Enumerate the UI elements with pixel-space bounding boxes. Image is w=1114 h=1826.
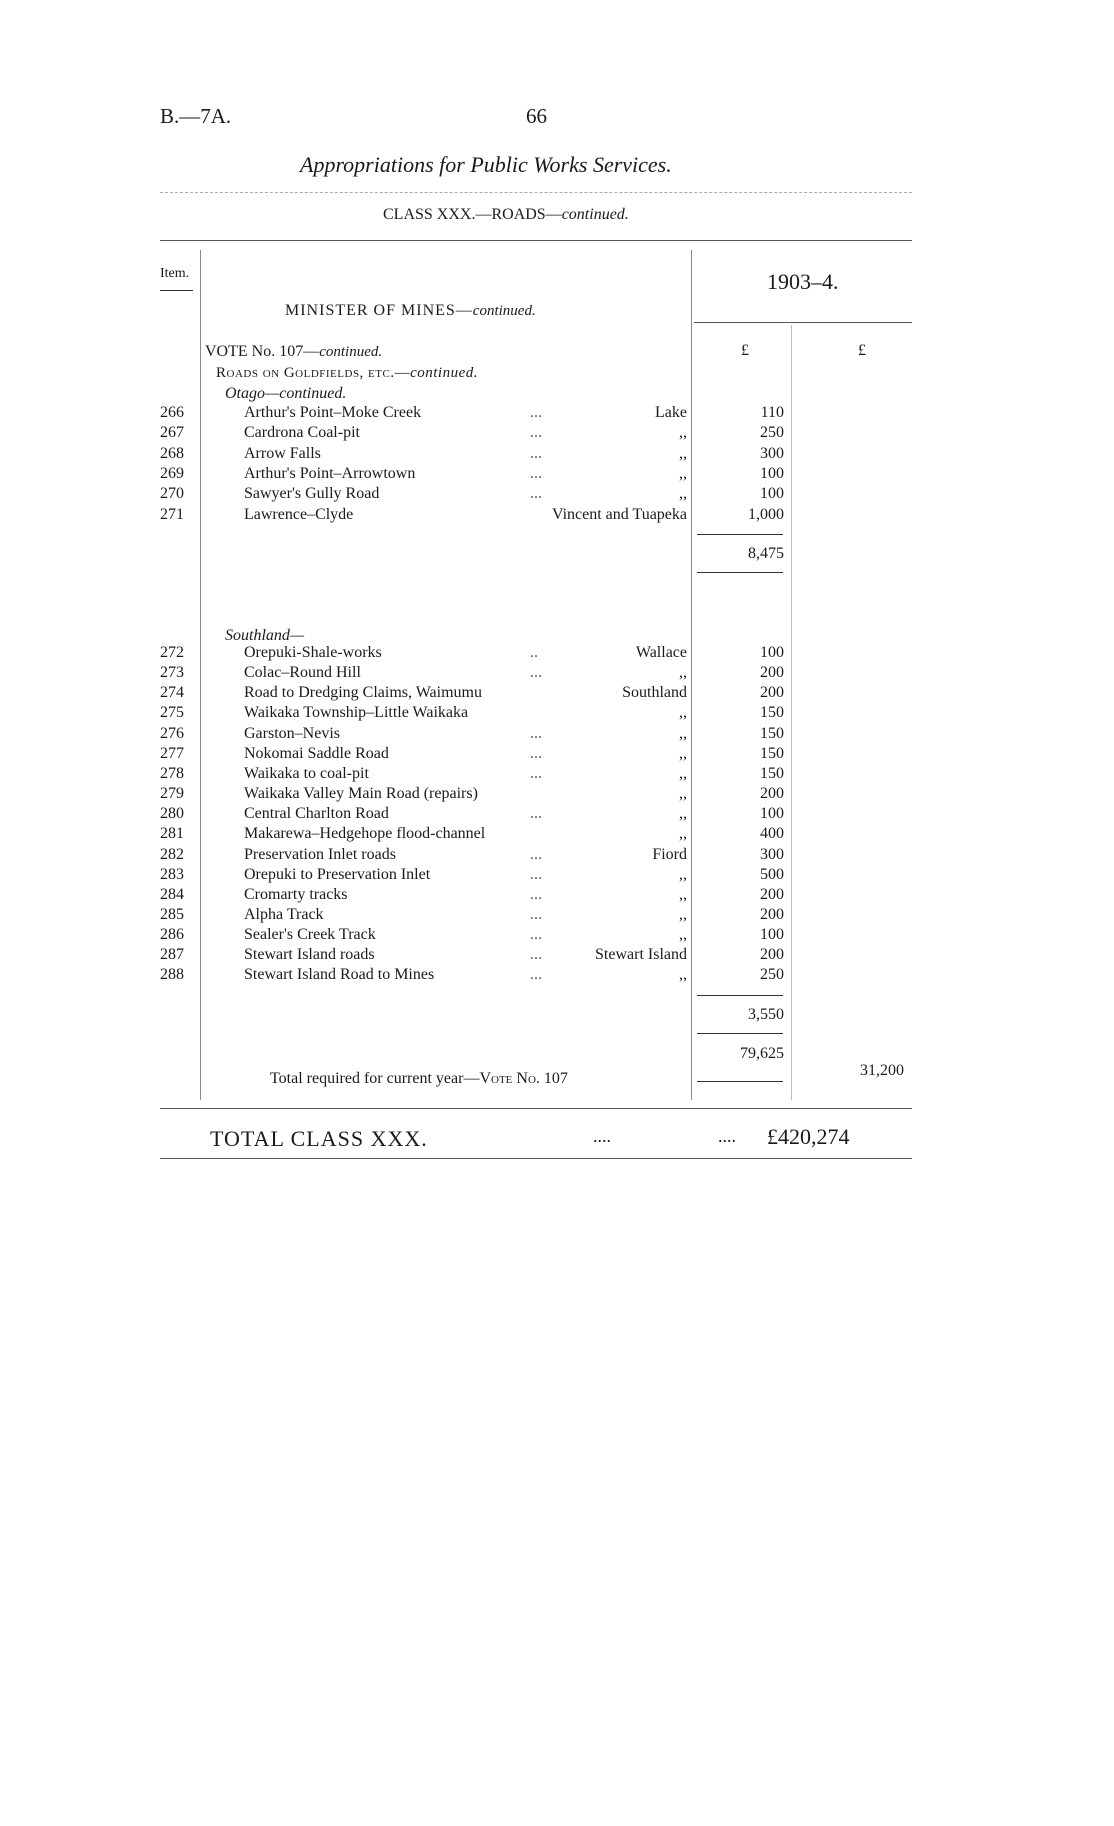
item-column-header: Item. [160,266,190,281]
amount: 110 [760,404,784,421]
otago-subtotal-rule-bottom [697,572,783,573]
district: Southland [622,684,687,702]
dot-leader: ... [530,464,542,482]
amount: 200 [760,885,784,903]
vote-total-amount-2: 31,200 [860,1062,904,1079]
roads-heading [216,365,478,382]
item-number: 277 [160,744,184,762]
amount: 150 [760,764,784,782]
table-row [0,506,1114,526]
dot-leader: ... [530,905,542,923]
item-name: Orepuki to Preservation Inlet [244,865,431,883]
item-name: Sawyer's Gully Road [244,485,380,503]
item-number: 272 [160,644,184,661]
item-number: 279 [160,785,184,803]
item-number: 286 [160,926,184,944]
amount: 100 [760,805,784,823]
district: ,, [679,424,687,442]
item-name: Cromarty tracks [244,885,348,903]
amount: 250 [760,966,784,984]
district: Fiord [652,845,687,863]
table-row [0,424,1114,444]
district: ,, [679,805,687,823]
class-title [383,206,629,224]
otago-heading: Otago—continued. [225,385,347,402]
amount: 200 [760,684,784,702]
roads-heading-main: Roads on Goldfields, etc.— [216,365,411,381]
district: ,, [679,704,687,722]
item-number: 266 [160,404,184,421]
dot-leader: ... [530,404,542,421]
vote-total-label [270,1070,568,1088]
table-row [0,906,1114,926]
dot-leader: ... [530,724,542,742]
amount: 200 [760,664,784,682]
table-row [0,785,1114,805]
amount: 200 [760,946,784,964]
vote-total-label-a: Total required for current year— [270,1070,480,1087]
item-label-underline [160,290,193,291]
vote-total-dash [697,1081,783,1082]
amount: 150 [760,724,784,742]
minister-heading-main: MINISTER OF MINES— [285,302,473,319]
dot-leader: .. [530,644,538,661]
table-row [0,866,1114,886]
item-name: Colac–Round Hill [244,664,361,682]
item-name: Garston–Nevis [244,724,340,742]
year-column-header: 1903–4. [767,269,839,294]
dot-leader: ... [530,865,542,883]
amount: 150 [760,704,784,722]
table-row [0,765,1114,785]
table-row [0,805,1114,825]
item-number: 269 [160,464,184,482]
item-number: 276 [160,724,184,742]
item-name: Arrow Falls [244,444,321,462]
item-name: Waikaka Valley Main Road (repairs) [244,785,478,803]
table-top-rule [160,240,912,241]
district: ,, [679,926,687,944]
grand-total-rule-top [160,1108,912,1109]
item-number: 275 [160,704,184,722]
district: Stewart Island [595,946,687,964]
dot-leader: ... [530,946,542,964]
table-row [0,926,1114,946]
minister-heading [285,302,536,320]
document-reference: B.—7A. [160,104,232,128]
amount: 500 [760,865,784,883]
table-row [0,465,1114,485]
dot-leader: ... [530,424,542,442]
page-title: Appropriations for Public Works Services. [300,152,672,177]
dot-leader: ... [530,444,542,462]
table-row [0,404,1114,424]
item-name: Sealer's Creek Track [244,926,376,944]
item-name: Arthur's Point–Moke Creek [244,404,422,421]
class-total-amount: £420,274 [767,1124,850,1149]
amount: 150 [760,744,784,762]
otago-subtotal-rule-top [697,534,783,535]
table-row [0,644,1114,664]
table-row [0,946,1114,966]
district: ,, [679,664,687,682]
district: ,, [679,764,687,782]
dot-leader: ... [530,966,542,984]
otago-subtotal: 8,475 [748,545,784,562]
currency-header-1: £ [741,342,749,359]
item-number: 267 [160,424,184,442]
table-row [0,485,1114,505]
item-number: 284 [160,885,184,903]
item-number: 283 [160,865,184,883]
item-name: Stewart Island Road to Mines [244,966,435,984]
vote-heading [205,343,382,361]
item-number: 274 [160,684,184,702]
item-name: Preservation Inlet roads [244,845,396,863]
district: ,, [679,905,687,923]
district: ,, [679,724,687,742]
dot-leader: ... [530,485,542,503]
vote-heading-main: VOTE No. 107— [205,343,320,360]
class-total-leader-2: .... [718,1126,736,1146]
amount: 100 [760,485,784,503]
amount: 200 [760,905,784,923]
item-name: Waikaka to coal-pit [244,764,369,782]
dot-leader: ... [530,926,542,944]
district: ,, [679,865,687,883]
table-row [0,886,1114,906]
table-row [0,966,1114,986]
item-name: Nokomai Saddle Road [244,744,389,762]
item-name: Waikaka Township–Little Waikaka [244,704,469,722]
amount: 100 [760,464,784,482]
district: Lake [655,404,687,421]
table-row [0,445,1114,465]
dot-leader: ... [530,805,542,823]
table-row [0,684,1114,704]
vote-total-amount: 79,625 [740,1045,784,1062]
district: ,, [679,485,687,503]
amount: 300 [760,444,784,462]
item-number: 282 [160,845,184,863]
item-number: 278 [160,764,184,782]
item-name: Cardrona Coal-pit [244,424,360,442]
class-title-continued: continued. [561,206,629,223]
grand-total-rule-bottom [160,1158,912,1159]
class-total-label: TOTAL CLASS XXX. [210,1126,428,1151]
southland-subtotal-rule-bottom [697,1033,783,1034]
amount: 100 [760,644,784,661]
item-number: 273 [160,664,184,682]
title-rule [160,192,912,193]
dot-leader: ... [530,885,542,903]
amount: 300 [760,845,784,863]
item-number: 271 [160,505,184,523]
district: Wallace [635,644,687,661]
class-title-main: CLASS XXX.—ROADS— [383,206,562,223]
item-number: 268 [160,444,184,462]
dot-leader: ... [530,744,542,762]
amount: 250 [760,424,784,442]
table-row [0,725,1114,745]
vote-heading-continued: continued. [319,344,383,360]
southland-subtotal: 3,550 [748,1006,784,1023]
item-name: Road to Dredging Claims, Waimumu [244,684,482,702]
item-number: 281 [160,825,184,843]
district: ,, [679,464,687,482]
dot-leader: ... [530,664,542,682]
dot-leader: ... [530,845,542,863]
class-total-leader-1: .... [593,1126,611,1146]
table-row [0,846,1114,866]
district: ,, [679,744,687,762]
item-name: Makarewa–Hedgehope flood-channel [244,825,486,843]
district: ,, [679,966,687,984]
item-number: 280 [160,805,184,823]
item-name: Orepuki-Shale-works [244,644,382,661]
item-name: Stewart Island roads [244,946,375,964]
district: ,, [679,785,687,803]
item-number: 285 [160,905,184,923]
table-row [0,664,1114,684]
vote-total-label-b: Vote No. 107 [479,1070,568,1087]
currency-header-2: £ [858,342,866,359]
district: ,, [679,885,687,903]
item-name: Central Charlton Road [244,805,389,823]
district: ,, [679,825,687,843]
page-number: 66 [526,104,547,128]
southland-heading: Southland— [225,627,305,644]
dot-leader: ... [530,764,542,782]
item-name: Arthur's Point–Arrowtown [244,464,416,482]
table-row [0,825,1114,845]
minister-heading-continued: continued. [472,303,536,319]
amount: 200 [760,785,784,803]
district: Vincent and Tuapeka [551,505,687,523]
item-number: 288 [160,966,184,984]
table-row [0,745,1114,765]
item-number: 270 [160,485,184,503]
table-row [0,704,1114,724]
amount: 100 [760,926,784,944]
year-underline [694,322,912,323]
amount: 400 [760,825,784,843]
roads-heading-continued: continued. [410,365,478,381]
district: ,, [679,444,687,462]
item-name: Alpha Track [244,905,324,923]
item-number: 287 [160,946,184,964]
southland-subtotal-rule-top [697,995,783,996]
amount: 1,000 [748,505,784,523]
item-name: Lawrence–Clyde [244,505,354,523]
